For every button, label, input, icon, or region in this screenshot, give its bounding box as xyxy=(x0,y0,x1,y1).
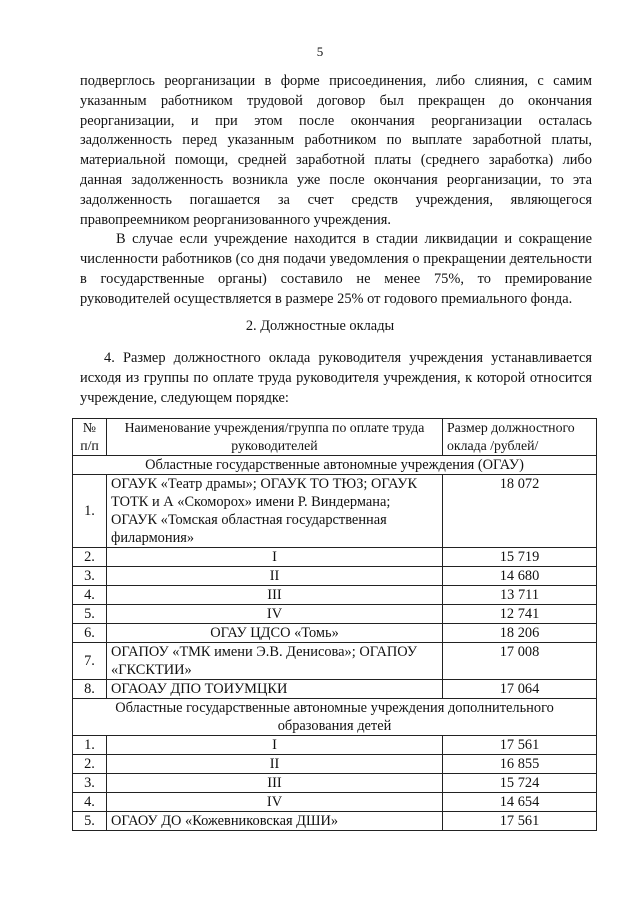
row-salary: 13 711 xyxy=(443,586,597,605)
table-row xyxy=(73,605,597,624)
row-name: ОГАУК «Театр драмы»; ОГАУК ТО ТЮЗ; ОГАУК ТОТК и А «Скоморох» имени Р. Виндермана; ОГАУК «Томская областная государственная филармония» xyxy=(107,475,443,548)
row-salary: 17 561 xyxy=(443,736,597,755)
table-row xyxy=(73,548,597,567)
table-row xyxy=(73,643,597,680)
intro-paragraph-2: В случае если учреждение находится в стадии ликвидации и сокращение численности работников (со дня подачи уведомления о прекращении деятельности в государственные органы) составило не менее 75%, то премирование руководителей осуществляется в размере 25% от годового премиального фонда. xyxy=(80,231,592,307)
table-row xyxy=(73,736,597,755)
table-header-row xyxy=(73,419,597,456)
salary-table xyxy=(72,418,597,831)
page-number: 5 xyxy=(316,44,324,59)
group-title-row xyxy=(73,456,597,475)
row-name: IV xyxy=(107,793,443,812)
row-num: 1. xyxy=(73,475,107,548)
section-title: 2. Должностные оклады xyxy=(245,318,395,334)
row-num: 4. xyxy=(73,586,107,605)
group-2-title: Областные государственные автономные учреждения дополнительного образования детей xyxy=(73,699,597,736)
row-num: 3. xyxy=(73,567,107,586)
table-row xyxy=(73,624,597,643)
row-name: I xyxy=(107,736,443,755)
row-num: 1. xyxy=(73,736,107,755)
row-salary: 18 206 xyxy=(443,624,597,643)
table-row xyxy=(73,774,597,793)
row-name: IV xyxy=(107,605,443,624)
table-row xyxy=(73,680,597,699)
row-name: III xyxy=(107,774,443,793)
table-row xyxy=(73,793,597,812)
row-salary: 17 064 xyxy=(443,680,597,699)
row-salary: 17 561 xyxy=(443,812,597,831)
table-row xyxy=(73,812,597,831)
row-salary: 18 072 xyxy=(443,475,597,548)
row-num: 2. xyxy=(73,755,107,774)
row-num: 4. xyxy=(73,793,107,812)
row-name: ОГАПОУ «ТМК имени Э.В. Денисова»; ОГАПОУ «ГКСКТИИ» xyxy=(107,643,443,680)
row-salary: 15 719 xyxy=(443,548,597,567)
row-salary: 15 724 xyxy=(443,774,597,793)
group-1-title: Областные государственные автономные учреждения (ОГАУ) xyxy=(73,456,597,475)
table-row xyxy=(73,755,597,774)
row-name: I xyxy=(107,548,443,567)
table-row xyxy=(73,475,597,548)
row-name: III xyxy=(107,586,443,605)
row-salary: 14 680 xyxy=(443,567,597,586)
row-salary: 16 855 xyxy=(443,755,597,774)
group-title-row xyxy=(73,699,597,736)
row-name: ОГАОАУ ДПО ТОИУМЦКИ xyxy=(107,680,443,699)
row-salary: 14 654 xyxy=(443,793,597,812)
row-salary: 17 008 xyxy=(443,643,597,680)
table-row xyxy=(73,567,597,586)
intro-paragraph-1: подверглось реорганизации в форме присоединения, либо слияния, с самим указанным работником трудовой договор был прекращен до окончания реорганизации, и при этом после окончания реорганизации осталась задолженность перед указанным работником по выплате заработной платы, материальной помощи, средней заработной платы (среднего заработка) либо данная задолженность возникла уже после окончания реорганизации, то эта задолженность погашается за счет средств учреждения, являющегося правопреемником реорганизованного учреждения. xyxy=(80,73,592,228)
intro-text xyxy=(80,72,592,310)
row-num: 2. xyxy=(73,548,107,567)
row-name: II xyxy=(107,567,443,586)
row-name: II xyxy=(107,755,443,774)
row-num: 3. xyxy=(73,774,107,793)
row-salary: 12 741 xyxy=(443,605,597,624)
row-num: 7. xyxy=(73,643,107,680)
paragraph-4: 4. Размер должностного оклада руководителя учреждения устанавливается исходя из группы по оплате труда руководителя учреждения, к которой относится учреждение, следующем порядке: xyxy=(80,350,592,406)
header-salary: Размер должностного оклада /рублей/ xyxy=(443,419,597,456)
header-num: № п/п xyxy=(73,419,107,456)
row-num: 8. xyxy=(73,680,107,699)
row-num: 5. xyxy=(73,812,107,831)
header-name: Наименование учреждения/группа по оплате труда руководителей xyxy=(107,419,443,456)
row-name: ОГАОУ ДО «Кожевниковская ДШИ» xyxy=(107,812,443,831)
row-num: 6. xyxy=(73,624,107,643)
row-name: ОГАУ ЦДСО «Томь» xyxy=(107,624,443,643)
table-row xyxy=(73,586,597,605)
row-num: 5. xyxy=(73,605,107,624)
